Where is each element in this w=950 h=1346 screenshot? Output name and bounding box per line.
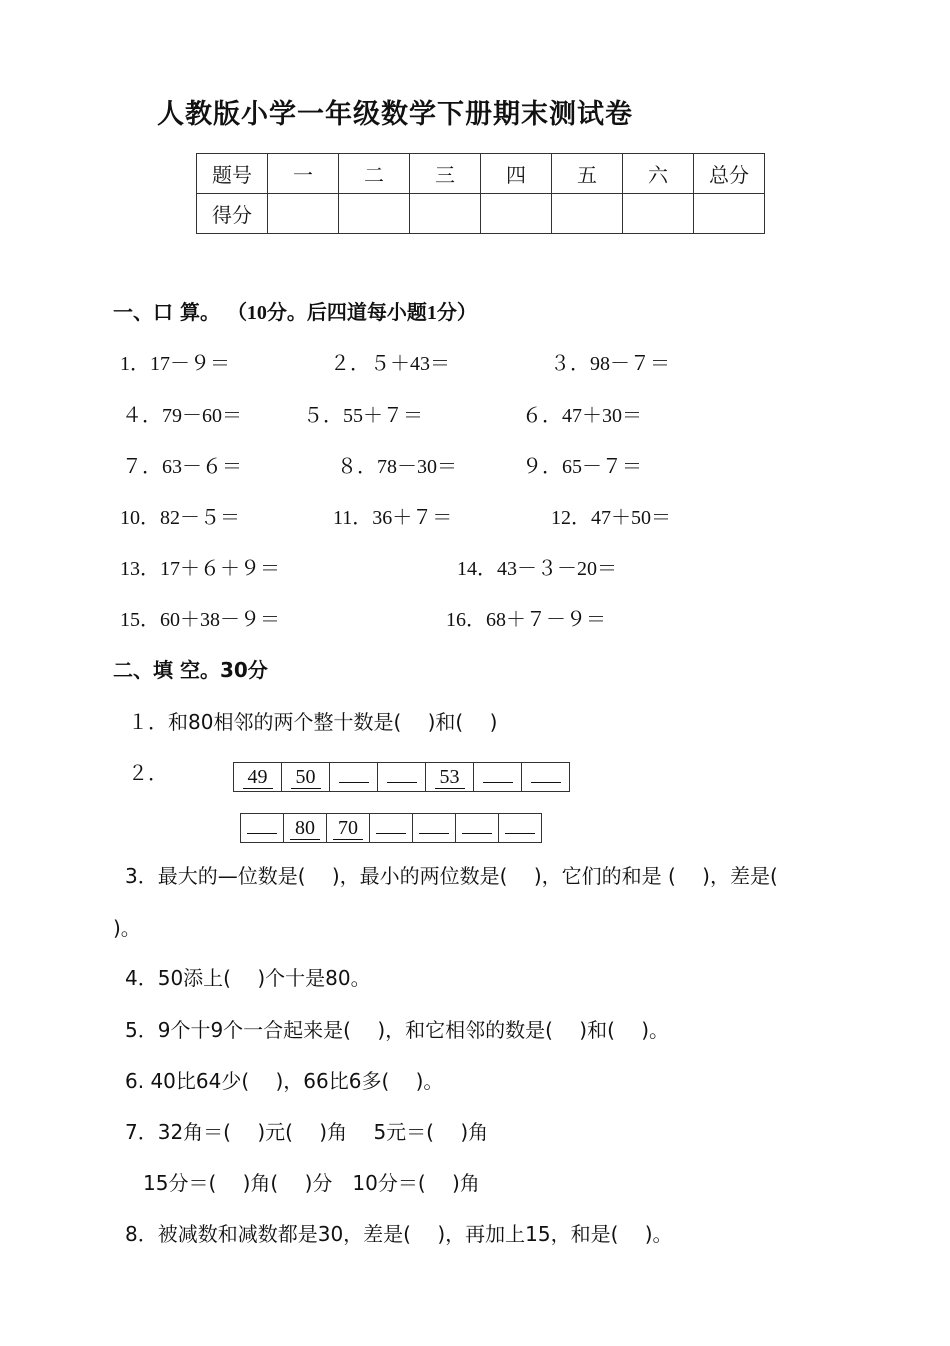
sequence-blank[interactable]	[456, 814, 499, 843]
score-header-cell: 五	[552, 154, 623, 194]
score-header-row	[197, 154, 765, 194]
oral-problem-10: 10．82－５＝	[120, 507, 240, 529]
score-header-cell: 一	[268, 154, 339, 194]
score-cell[interactable]	[339, 194, 410, 234]
score-cell[interactable]	[694, 194, 765, 234]
section2-heading: 二、填 空。30分	[113, 658, 268, 682]
score-cell[interactable]	[623, 194, 694, 234]
section1-heading	[113, 296, 477, 325]
score-header-cell: 三	[410, 154, 481, 194]
sequence-blank[interactable]	[499, 814, 542, 843]
score-value-row	[197, 194, 765, 234]
oral-problem-11: 11．36＋７＝	[333, 507, 453, 529]
oral-problem-5: ５．55＋７＝	[303, 405, 423, 427]
section1-label: 一、口 算。	[113, 300, 220, 324]
fill-question-4: 4．50添上( )个十是80。	[125, 966, 371, 990]
score-header-cell: 总分	[694, 154, 765, 194]
oral-problem-8: ８．78－30＝	[337, 456, 457, 478]
fill-question-7-continued: 15分＝( )角( )分 10分＝( )角	[143, 1171, 480, 1195]
sequence-cell: 49	[234, 763, 282, 792]
fill-question-2-label: ２．	[128, 761, 168, 785]
sequence-cell: 80	[284, 814, 327, 843]
oral-problem-7: ７．63－６＝	[122, 456, 242, 478]
oral-problem-9: ９．65－７＝	[522, 456, 642, 478]
fill-question-3: 3．最大的—位数是( )，最小的两位数是( )，它们的和是 ( )，差是(	[125, 864, 778, 888]
sequence-cell: 53	[426, 763, 474, 792]
score-cell[interactable]	[268, 194, 339, 234]
sequence-blank[interactable]	[241, 814, 284, 843]
oral-problem-14: 14．43－３－20＝	[457, 558, 617, 580]
oral-problem-12: 12．47＋50＝	[551, 507, 671, 529]
score-header-cell: 四	[481, 154, 552, 194]
score-cell[interactable]	[410, 194, 481, 234]
sequence-blank[interactable]	[378, 763, 426, 792]
oral-problem-16: 16．68＋７－９＝	[446, 609, 606, 631]
fill-question-1: １．和80相邻的两个整十数是( )和( )	[128, 710, 498, 734]
fill-question-5: 5．9个十9个一合起来是( )，和它相邻的数是( )和( )。	[125, 1018, 670, 1042]
score-table	[196, 153, 765, 234]
oral-problem-6: ６．47＋30＝	[522, 405, 642, 427]
fill-question-3-continued: )。	[113, 916, 141, 940]
score-cell[interactable]	[552, 194, 623, 234]
oral-problem-4: ４．79－60＝	[122, 405, 242, 427]
oral-problem-3: ３．98－７＝	[550, 353, 670, 375]
page-title: 人教版小学一年级数学下册期末测试卷	[157, 99, 633, 130]
oral-problem-2: ２．５＋43＝	[330, 353, 450, 375]
sequence-cell: 50	[282, 763, 330, 792]
score-header-cell: 二	[339, 154, 410, 194]
sequence-blank[interactable]	[370, 814, 413, 843]
sequence-blank[interactable]	[474, 763, 522, 792]
fill-question-8: 8．被减数和减数都是30，差是( )，再加上15，和是( )。	[125, 1222, 673, 1246]
sequence-blank[interactable]	[413, 814, 456, 843]
score-row-label: 得分	[197, 194, 268, 234]
number-sequence-row-2	[240, 813, 542, 843]
oral-problem-13: 13．17＋６＋９＝	[120, 558, 280, 580]
oral-problem-15: 15．60＋38－９＝	[120, 609, 280, 631]
oral-problem-1: 1．17－９＝	[120, 353, 230, 375]
score-cell[interactable]	[481, 194, 552, 234]
score-header-cell: 六	[623, 154, 694, 194]
section1-note: （10分。后四道每小题1分）	[226, 302, 477, 324]
fill-question-7: 7．32角＝( )元( )角 5元＝( )角	[125, 1120, 489, 1144]
sequence-blank[interactable]	[330, 763, 378, 792]
number-sequence-row-1	[233, 762, 570, 792]
score-header-cell: 题号	[197, 154, 268, 194]
sequence-cell: 70	[327, 814, 370, 843]
fill-question-6: 6. 40比64少( )，66比6多( )。	[125, 1069, 444, 1093]
sequence-blank[interactable]	[522, 763, 570, 792]
